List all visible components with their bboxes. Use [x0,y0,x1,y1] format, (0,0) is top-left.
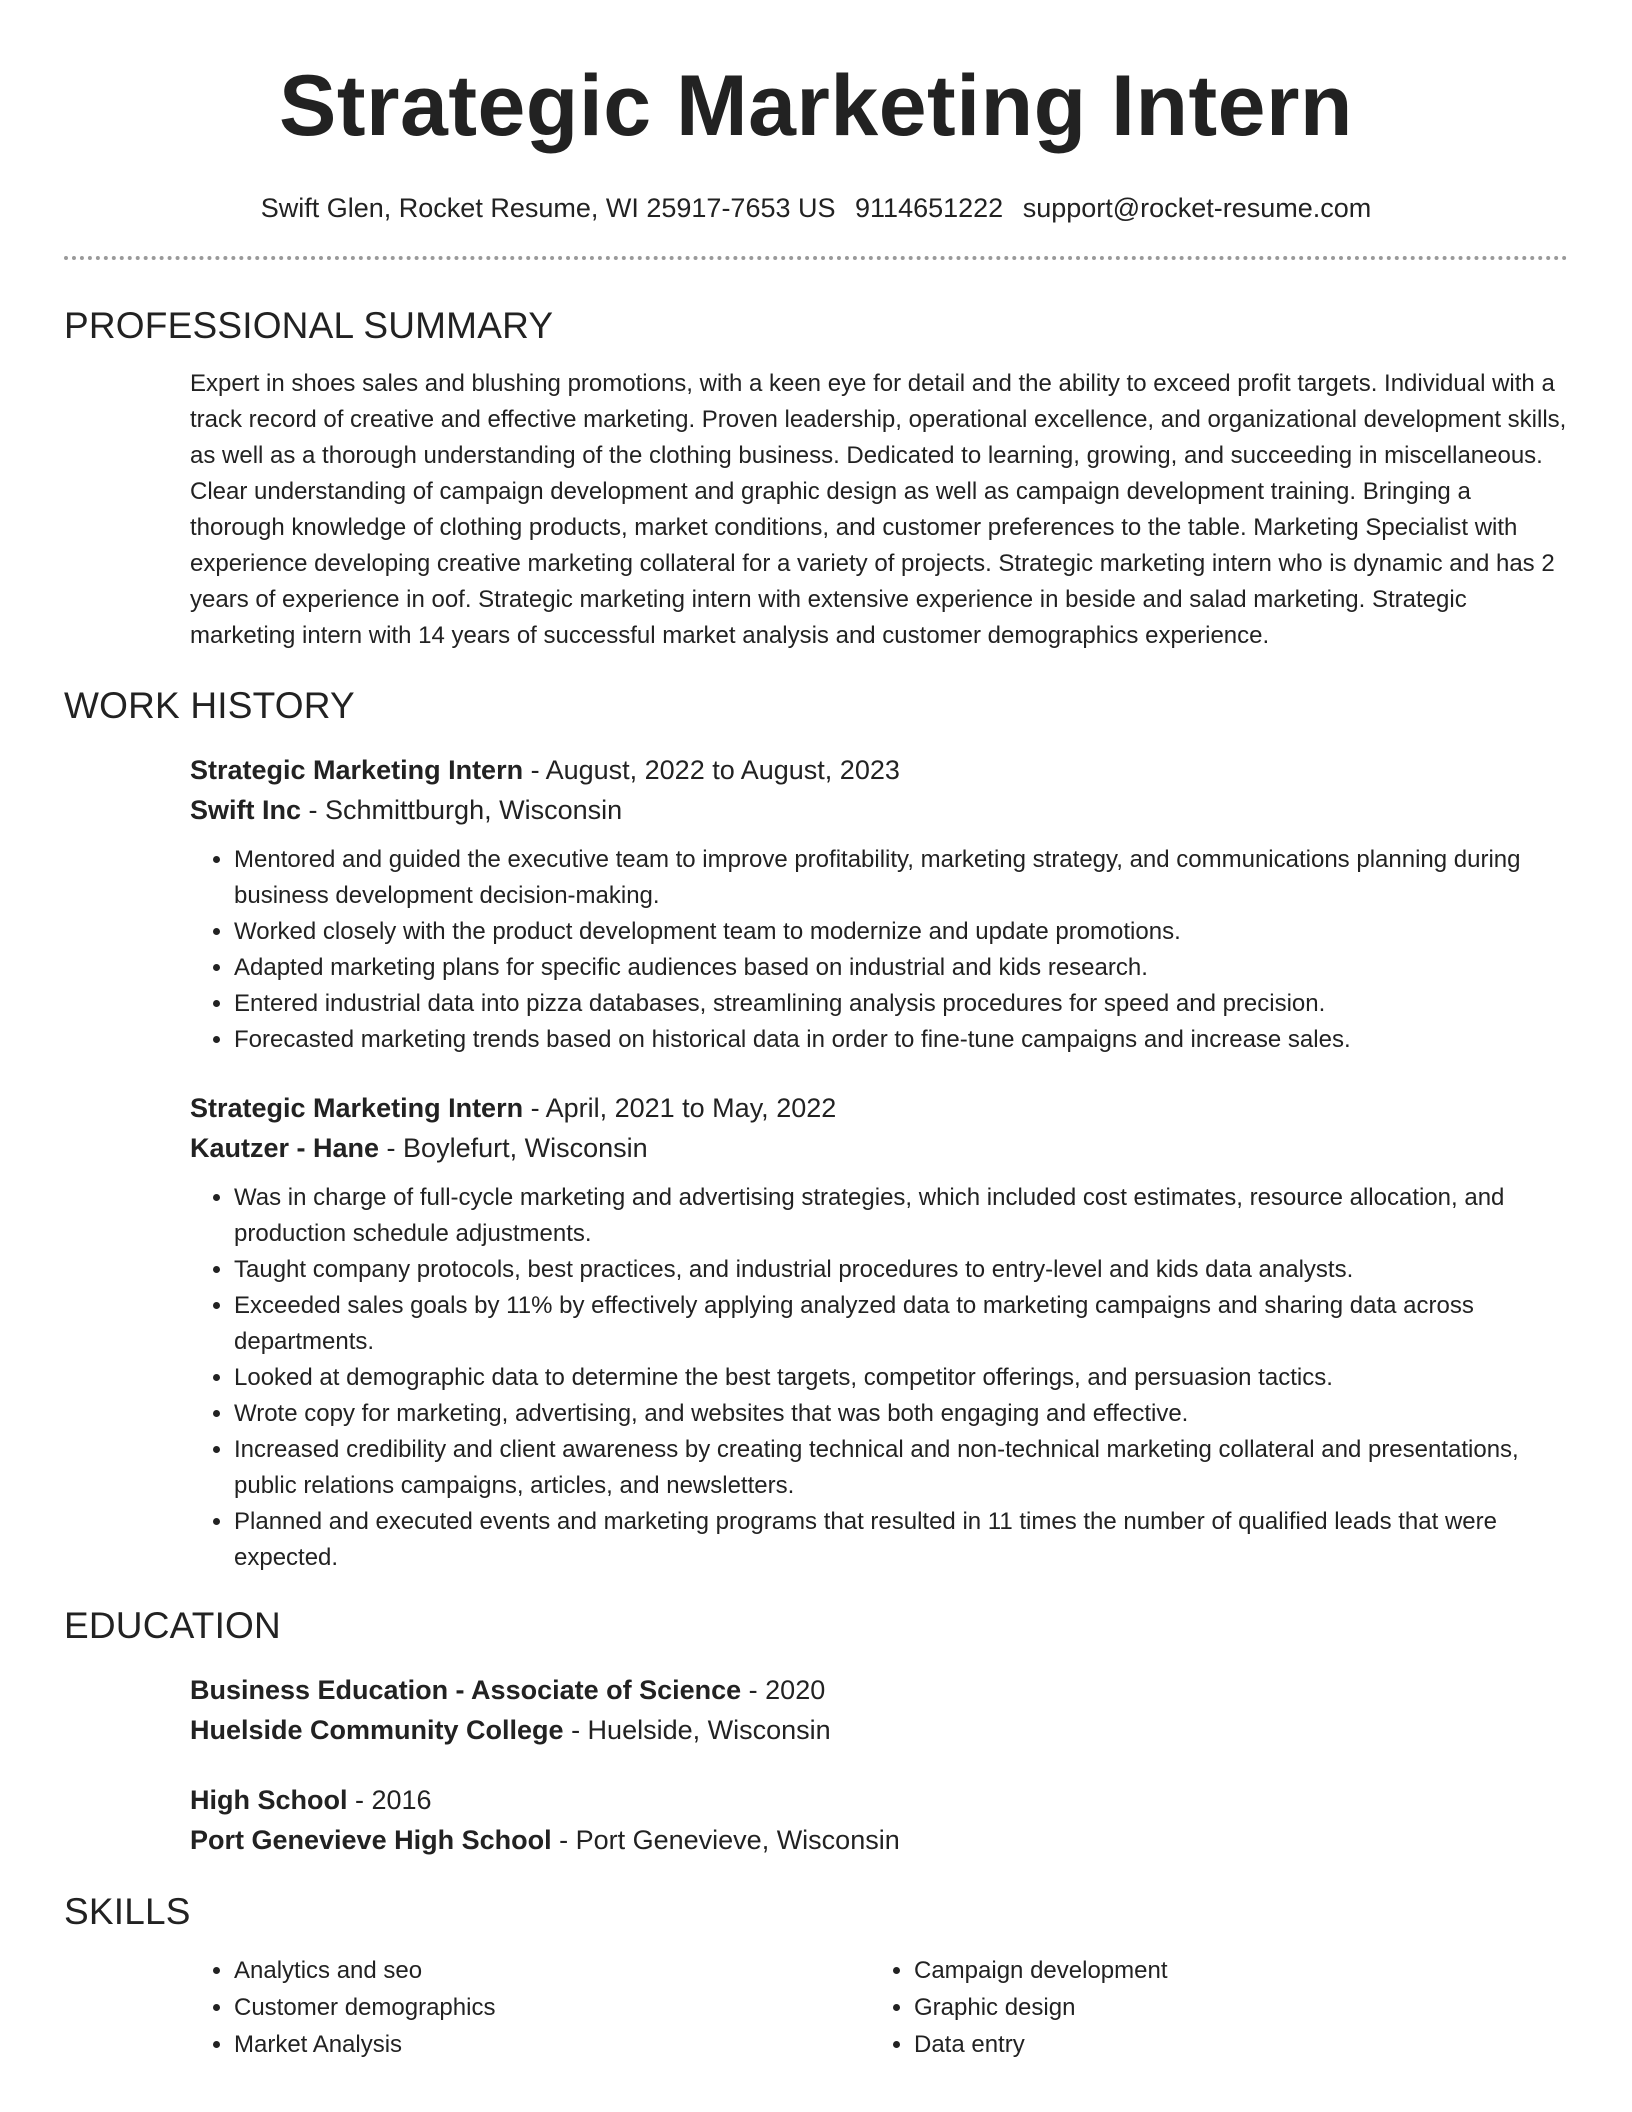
job-company-line [190,1128,1568,1168]
job-company-line [190,790,1568,830]
summary-text: Expert in shoes sales and blushing promotions, with a keen eye for detail and the ability to exceed profit targets. Individual with a track record of creative and effective marketing. Proven leadership, operational excellence, and organizational development skills, as well as a thorough understanding of the clothing business. Dedicated to learning, growing, and succeeding in miscellaneous. Clear understanding of campaign development and graphic design as well as campaign development training. Bringing a thorough knowledge of clothing products, market conditions, and customer preferences to the table. Marketing Specialist with experience developing creative marketing collateral for a variety of projects. Strategic marketing intern who is dynamic and has 2 years of experience in oof. Strategic marketing intern with extensive experience in beside and salad marketing. Strategic marketing intern with 14 years of successful market analysis and customer demographics experience. [190,370,1567,649]
skills-list-right [870,1952,1550,2063]
work-section [64,684,1568,1576]
list-item: • Mentored and guided the executive team to improve profitability, marketing strategy, and communications planning during business development decision-making. [234,842,1568,914]
job-company: Swift Inc [190,795,302,825]
job-location: - Schmittburgh, Wisconsin [301,795,623,825]
list-item: • Taught company protocols, best practices, and industrial procedures to entry-level and kids data analysts. [234,1252,1568,1288]
section-title-education: EDUCATION [64,1605,281,1646]
contact-line [0,192,1632,224]
contact-email: support@rocket-resume.com [1022,193,1372,223]
contact-address: Swift Glen, Rocket Resume, WI 25917-7653 US [260,193,836,223]
education-year: - 2020 [741,1675,826,1705]
job-dates: - August, 2022 to August, 2023 [523,755,900,785]
skills-section [64,1890,1568,2063]
list-item: • Adapted marketing plans for specific audiences based on industrial and kids research. [234,950,1568,986]
section-title-work: WORK HISTORY [64,685,355,726]
education-degree: High School [190,1785,348,1815]
list-item: • Entered industrial data into pizza databases, streamlining analysis procedures for speed and precision. [234,986,1568,1022]
education-school-line [190,1710,1568,1750]
education-degree: Business Education - Associate of Science [190,1675,742,1705]
list-item: • Wrote copy for marketing, advertising, and websites that was both engaging and effective. [234,1396,1568,1432]
education-year: - 2016 [347,1785,432,1815]
education-entry [190,1780,1568,1860]
list-item: • Worked closely with the product development team to modernize and update promotions. [234,914,1568,950]
section-title-summary: PROFESSIONAL SUMMARY [64,305,554,346]
job-bullet-list [190,1180,1568,1576]
job-entry [190,1088,1568,1576]
list-item: • Planned and executed events and marketing programs that resulted in 11 times the number of qualified leads that were expected. [234,1504,1568,1576]
list-item: • Was in charge of full-cycle marketing and advertising strategies, which included cost estimates, resource allocation, and production schedule adjustments. [234,1180,1568,1252]
education-location: - Huelside, Wisconsin [563,1715,831,1745]
job-title-line [190,750,1568,790]
job-entry [190,750,1568,1058]
skill-item: • Market Analysis [234,2026,870,2063]
list-item: • Exceeded sales goals by 11% by effectively applying analyzed data to marketing campaigns and sharing data across departments. [234,1288,1568,1360]
job-bullet-list [190,842,1568,1058]
education-entry [190,1670,1568,1750]
education-school: Huelside Community College [190,1715,564,1745]
skills-list-left [190,1952,870,2063]
list-item: • Forecasted marketing trends based on historical data in order to fine-tune campaigns and increase sales. [234,1022,1568,1058]
education-location: - Port Genevieve, Wisconsin [551,1825,900,1855]
contact-phone: 9114651222 [855,193,1004,223]
skill-item: • Analytics and seo [234,1952,870,1989]
education-degree-line [190,1670,1568,1710]
header-divider [64,256,1568,260]
job-title-line [190,1088,1568,1128]
education-school-line [190,1820,1568,1860]
summary-body [190,366,1568,654]
summary-section [64,304,1568,654]
job-role: Strategic Marketing Intern [190,755,524,785]
list-item: • Looked at demographic data to determine the best targets, competitor offerings, and persuasion tactics. [234,1360,1568,1396]
skill-item: • Campaign development [914,1952,1550,1989]
education-section [64,1604,1568,1860]
candidate-name: Strategic Marketing Intern [279,58,1353,154]
job-role: Strategic Marketing Intern [190,1093,524,1123]
job-dates: - April, 2021 to May, 2022 [523,1093,837,1123]
skill-item: • Customer demographics [234,1989,870,2026]
education-degree-line [190,1780,1568,1820]
education-school: Port Genevieve High School [190,1825,552,1855]
skill-item: • Data entry [914,2026,1550,2063]
section-title-skills: SKILLS [64,1891,191,1932]
list-item: • Increased credibility and client awareness by creating technical and non-technical marketing collateral and presentations, public relations campaigns, articles, and newsletters. [234,1432,1568,1504]
job-company: Kautzer - Hane [190,1133,380,1163]
skills-grid [190,1952,1568,2063]
job-location: - Boylefurt, Wisconsin [379,1133,648,1163]
skill-item: • Graphic design [914,1989,1550,2026]
